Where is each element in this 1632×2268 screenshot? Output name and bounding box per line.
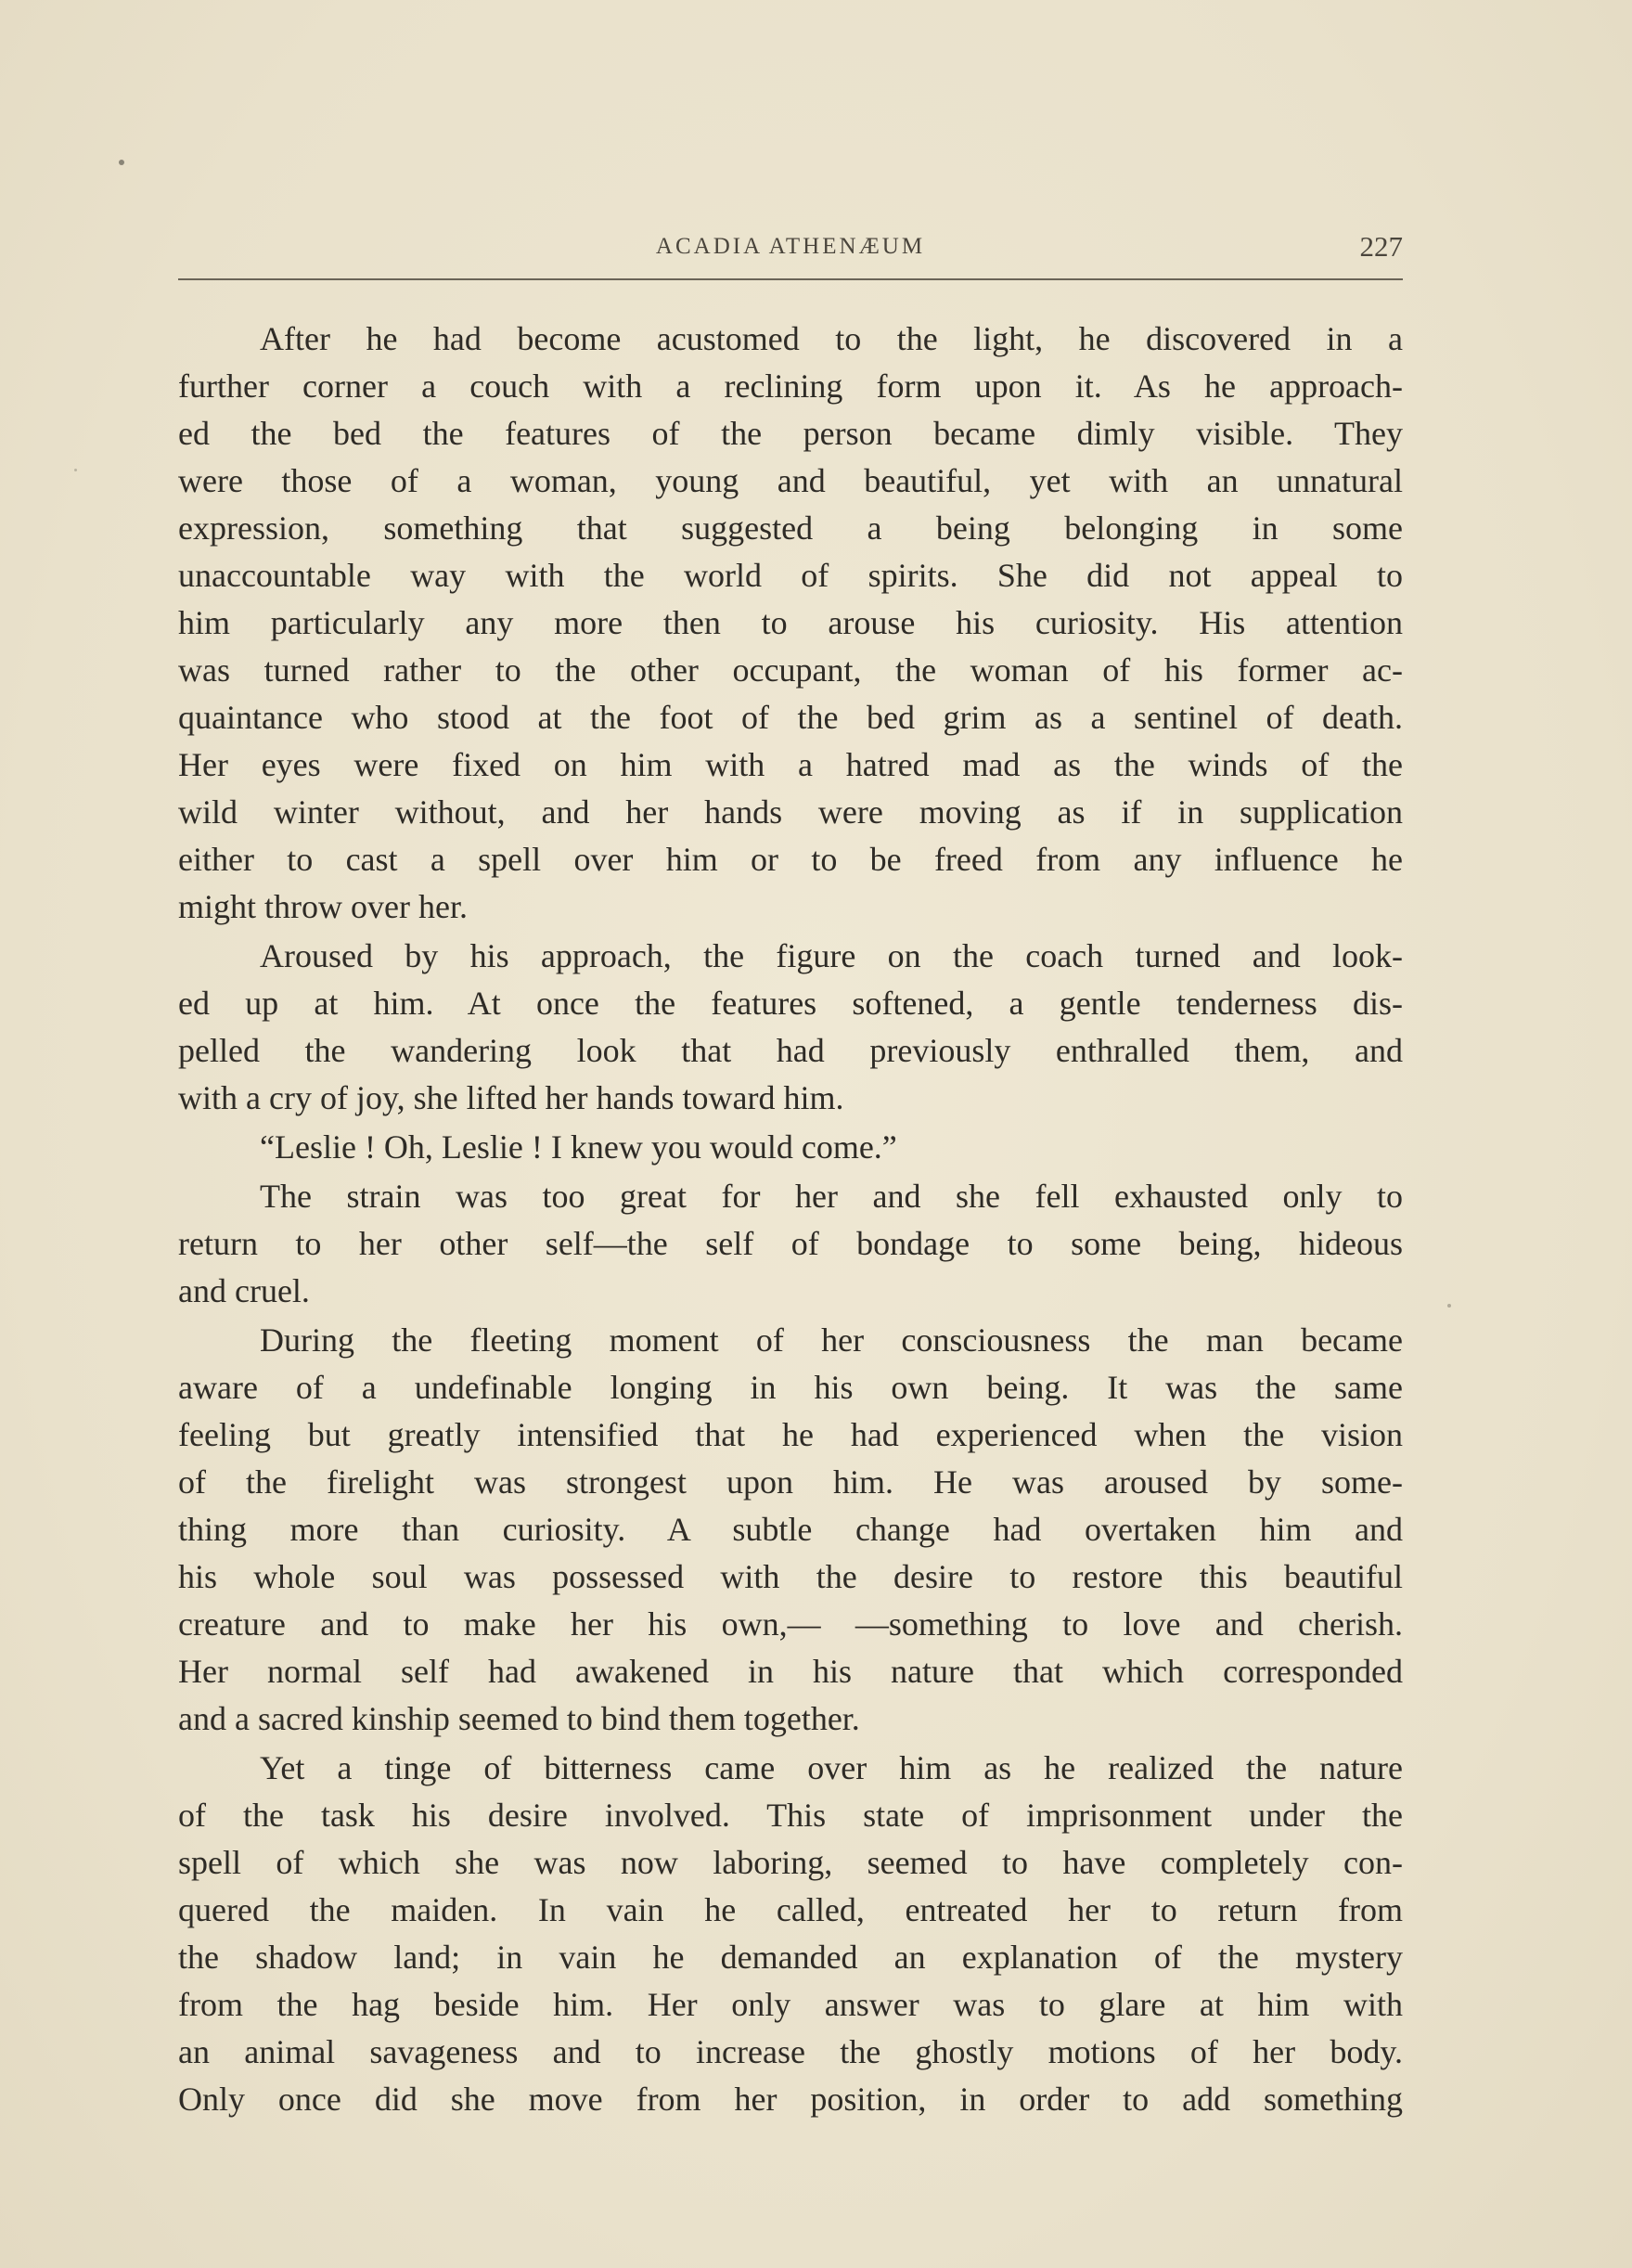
text-line: feeling but greatly intensified that he had experienced when the vision <box>178 1416 1403 1453</box>
text-line: from the hag beside him. Her only answer was to glare at him with <box>178 1986 1403 2023</box>
text-line: quaintance who stood at the foot of the bed grim as a sentinel of death. <box>178 699 1403 736</box>
text-line: The strain was too great for her and she fell exhausted only to <box>260 1178 1403 1215</box>
body-text <box>178 316 1403 2125</box>
paragraph <box>178 933 1403 1122</box>
text-line: Yet a tinge of bitterness came over him as he realized the nature <box>260 1749 1403 1786</box>
text-line: pelled the wandering look that had previously enthralled them, and <box>178 1032 1403 1069</box>
text-line: was turned rather to the other occupant, the woman of his former ac- <box>178 651 1403 689</box>
text-line: further corner a couch with a reclining form upon it. As he approach- <box>178 367 1403 405</box>
text-line: him particularly any more then to arouse his curiosity. His attention <box>178 604 1403 641</box>
text-line: were those of a woman, young and beautiful, yet with an unnatural <box>178 462 1403 499</box>
text-line: Her eyes were fixed on him with a hatred mad as the winds of the <box>178 746 1403 783</box>
page-number: 227 <box>1359 230 1403 263</box>
text-line: wild winter without, and her hands were moving as if in supplication <box>178 793 1403 831</box>
paragraph <box>178 1124 1403 1171</box>
paragraph <box>178 1317 1403 1743</box>
text-line: an animal savageness and to increase the ghostly motions of her body. <box>178 2033 1403 2070</box>
text-line: Only once did she move from her position, in order to add something <box>178 2081 1403 2118</box>
running-title: ACADIA ATHENÆUM <box>655 234 926 259</box>
header-rule <box>178 278 1403 280</box>
paragraph-gap <box>178 2123 1403 2125</box>
paragraph <box>178 1745 1403 2123</box>
text-line: After he had become acustomed to the light, he discovered in a <box>260 320 1403 357</box>
text-line: either to cast a spell over him or to be freed from any influence he <box>178 841 1403 878</box>
text-line: creature and to make her his own,— —something to love and cherish. <box>178 1605 1403 1643</box>
paragraph <box>178 1173 1403 1315</box>
running-header <box>178 230 1403 275</box>
text-line: and cruel. <box>178 1272 310 1309</box>
text-line: return to her other self—the self of bondage to some being, hideous <box>178 1225 1403 1262</box>
text-line: and a sacred kinship seemed to bind them together. <box>178 1700 860 1737</box>
text-line: thing more than curiosity. A subtle change had overtaken him and <box>178 1511 1403 1548</box>
scan-speck <box>74 469 77 471</box>
text-line: his whole soul was possessed with the desire to restore this beautiful <box>178 1558 1403 1595</box>
text-line: ed up at him. At once the features softened, a gentle tenderness dis- <box>178 985 1403 1022</box>
text-line: aware of a undefinable longing in his own being. It was the same <box>178 1369 1403 1406</box>
text-line: ed the bed the features of the person became dimly visible. They <box>178 415 1403 452</box>
text-line: of the firelight was strongest upon him. He was aroused by some- <box>178 1463 1403 1501</box>
text-line: of the task his desire involved. This state of imprisonment under the <box>178 1797 1403 1834</box>
text-line: spell of which she was now laboring, seemed to have completely con- <box>178 1844 1403 1881</box>
text-line: Aroused by his approach, the figure on the coach turned and look- <box>260 937 1403 974</box>
scan-speck <box>1447 1304 1451 1308</box>
text-line: quered the maiden. In vain he called, entreated her to return from <box>178 1891 1403 1928</box>
text-line: During the fleeting moment of her consciousness the man became <box>260 1321 1403 1359</box>
text-line: with a cry of joy, she lifted her hands toward him. <box>178 1079 844 1116</box>
scan-speck <box>119 160 124 165</box>
text-line: Her normal self had awakened in his nature that which corresponded <box>178 1653 1403 1690</box>
text-line: unaccountable way with the world of spirits. She did not appeal to <box>178 557 1403 594</box>
text-line: might throw over her. <box>178 888 468 925</box>
text-line: expression, something that suggested a being belonging in some <box>178 509 1403 547</box>
text-line: the shadow land; in vain he demanded an explanation of the mystery <box>178 1939 1403 1976</box>
text-line: “Leslie ! Oh, Leslie ! I knew you would come.” <box>260 1128 897 1166</box>
paragraph <box>178 316 1403 931</box>
